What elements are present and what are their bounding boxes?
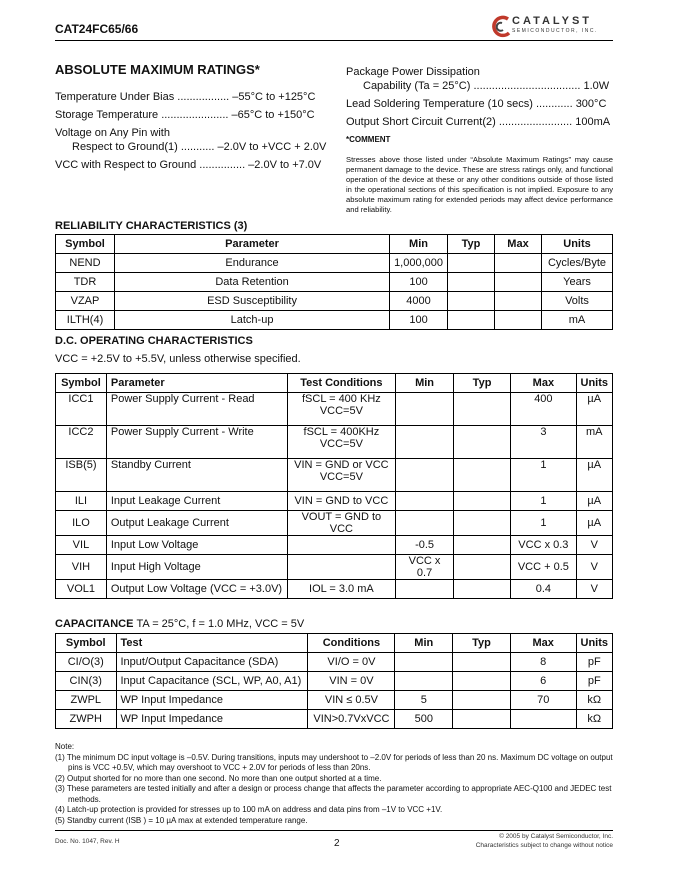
cell-symbol: ZWPH [56, 710, 117, 729]
cell-max: 400 [511, 393, 576, 426]
col-header: Test Conditions [287, 374, 396, 393]
table-row [56, 536, 613, 555]
comment-title: *COMMENT [346, 135, 391, 144]
notes-label: Note: [55, 742, 75, 751]
table-row [56, 426, 613, 459]
document-title: CAT24FC65/66 [55, 22, 139, 36]
cell-typ [448, 254, 495, 273]
table-header-row [56, 235, 613, 254]
catalyst-logo [488, 14, 616, 40]
cell-typ [453, 459, 510, 492]
table-row [56, 672, 613, 691]
table-row [56, 459, 613, 492]
table-row [56, 254, 613, 273]
cell-min: 1,000,000 [390, 254, 448, 273]
cell-test: WP Input Impedance [116, 691, 308, 710]
cell-max: 1 [511, 459, 576, 492]
cell-parameter: Input Leakage Current [106, 492, 287, 511]
table-row [56, 492, 613, 511]
note-1: (1) The minimum DC input voltage is –0.5V. During transitions, inputs may undershoot to –2.0V for periods of less than 20 ns. Maximum DC voltage on output pins is VCC +0.5V, which may overshoot to VCC + 2.0V for periods of less than 20ns. [55, 752, 613, 772]
condition-line: fSCL = 400 KHz [301, 393, 381, 405]
footer-copyright: © 2005 by Catalyst Semiconductor, Inc. [499, 833, 613, 840]
cell-symbol: CI/O(3) [56, 653, 117, 672]
cell-min [396, 492, 454, 511]
note-5: (5) Standby current (ISB ) = 10 µA max at extended temperature range. [55, 815, 308, 825]
rating-temp-bias: Temperature Under Bias ................. –55°C to +125°C [55, 91, 316, 103]
cell-min [396, 580, 454, 599]
cell-parameter: Endurance [115, 254, 390, 273]
cell-typ [453, 653, 511, 672]
cell-parameter: ESD Susceptibility [115, 292, 390, 311]
table-row [56, 311, 613, 330]
cell-units: µA [576, 492, 613, 511]
cell-symbol: ICC2 [56, 426, 107, 459]
cell-typ [453, 691, 511, 710]
table-row [56, 710, 613, 729]
table-row [56, 273, 613, 292]
footer-doc-number: Doc. No. 1047, Rev. H [55, 838, 120, 845]
col-header: Max [511, 374, 576, 393]
condition-line: fSCL = 400KHz [303, 426, 380, 438]
table-row [56, 653, 613, 672]
cell-test: Input Capacitance (SCL, WP, A0, A1) [116, 672, 308, 691]
col-header: Units [576, 374, 613, 393]
col-header: Min [390, 235, 448, 254]
cell-typ [448, 273, 495, 292]
col-header: Units [542, 235, 613, 254]
col-header: Max [510, 634, 576, 653]
note-3: (3) These parameters are tested initially and after a design or process change that affects the parameter according to appropriate AEC-Q100 and JEDEC test methods. [55, 784, 612, 804]
cell-max: VCC + 0.5 [511, 555, 576, 580]
rating-voltage-pin-cont: Respect to Ground(1) ........... –2.0V to +VCC + 2.0V [72, 141, 327, 153]
table-row [56, 555, 613, 580]
cell-units: pF [576, 653, 613, 672]
condition-line: VCC=5V [319, 471, 363, 483]
cell-units: µA [576, 393, 613, 426]
cell-test-conditions [287, 536, 396, 555]
cell-units: µA [576, 511, 613, 536]
cell-typ [453, 580, 510, 599]
cell-symbol: ICC1 [56, 393, 107, 426]
note-4: (4) Latch-up protection is provided for stresses up to 100 mA on address and data pins from –1V to VCC +1V. [55, 805, 443, 814]
cell-max: 6 [510, 672, 576, 691]
logo-name: CATALYST [512, 15, 593, 27]
cell-test-conditions: VIN = GND to VCC [287, 492, 396, 511]
cell-min: 4000 [390, 292, 448, 311]
table-row [56, 691, 613, 710]
table-row [56, 580, 613, 599]
cell-test: Input/Output Capacitance (SDA) [116, 653, 308, 672]
cell-symbol: ILO [56, 511, 107, 536]
reliability-table [55, 234, 613, 330]
cell-min: VCC x 0.7 [396, 555, 454, 580]
dc-title: D.C. OPERATING CHARACTERISTICS [55, 335, 253, 347]
capacitance-title [55, 618, 304, 630]
cell-test-conditions [287, 393, 396, 426]
col-header: Typ [453, 634, 511, 653]
cell-typ [453, 511, 510, 536]
rating-power-capability: Capability (Ta = 25°C) ................................... 1.0W [363, 80, 610, 92]
col-header: Typ [448, 235, 495, 254]
cell-parameter: Latch-up [115, 311, 390, 330]
cell-test-conditions [287, 459, 396, 492]
cell-typ [453, 672, 511, 691]
col-header: Parameter [115, 235, 390, 254]
cell-max: 1 [511, 492, 576, 511]
cell-conditions: VIN ≤ 0.5V [308, 691, 395, 710]
cell-symbol: ILI [56, 492, 107, 511]
abs-max-title: ABSOLUTE MAXIMUM RATINGS* [55, 62, 260, 77]
catalyst-logo-icon [488, 14, 512, 40]
cell-min [396, 393, 454, 426]
cell-test-conditions [287, 426, 396, 459]
table-header-row [56, 634, 613, 653]
cell-symbol: ZWPL [56, 691, 117, 710]
cell-units: V [576, 580, 613, 599]
col-header: Min [396, 374, 454, 393]
comment-text: Stresses above those listed under “Absolute Maximum Ratings” may cause permanent damage to the device. These are stress ratings only, and functional operation of the device at these or any other conditions outside of those listed in the operational sections of this specification is not implied. Exposure to any absolute maximum rating for extended periods may affect device performance and reliability. [346, 155, 613, 214]
capacitance-table [55, 633, 613, 729]
cell-parameter: Input High Voltage [106, 555, 287, 580]
cell-max: 70 [510, 691, 576, 710]
cell-max [495, 311, 542, 330]
cell-parameter: Input Low Voltage [106, 536, 287, 555]
cell-min: 100 [390, 311, 448, 330]
cell-typ [453, 492, 510, 511]
cell-min [396, 426, 454, 459]
col-header: Units [576, 634, 613, 653]
cell-parameter: Output Leakage Current [106, 511, 287, 536]
cell-typ [453, 536, 510, 555]
cell-test: WP Input Impedance [116, 710, 308, 729]
condition-line: VCC=5V [319, 438, 363, 450]
cell-symbol: VOL1 [56, 580, 107, 599]
cell-parameter: Standby Current [106, 459, 287, 492]
cell-parameter: Output Low Voltage (VCC = +3.0V) [106, 580, 287, 599]
cell-min [396, 511, 454, 536]
col-header: Symbol [56, 374, 107, 393]
footer-notice: Characteristics subject to change without notice [475, 842, 613, 849]
cell-parameter: Power Supply Current - Read [106, 393, 287, 426]
cell-conditions: VIN>0.7VxVCC [308, 710, 395, 729]
note-2: (2) Output shorted for no more than one second. No more than one output shorted at a time. [55, 773, 382, 783]
cell-units: µA [576, 459, 613, 492]
cell-test-conditions [287, 555, 396, 580]
table-row [56, 511, 613, 536]
cell-conditions: VIN = 0V [308, 672, 395, 691]
header-divider [55, 40, 613, 41]
condition-line: VCC=5V [319, 405, 363, 417]
dc-table [55, 373, 613, 599]
cell-parameter: Power Supply Current - Write [106, 426, 287, 459]
dc-subtitle: VCC = +2.5V to +5.5V, unless otherwise specified. [55, 353, 301, 365]
cell-parameter: Data Retention [115, 273, 390, 292]
cell-max [510, 710, 576, 729]
cell-typ [448, 292, 495, 311]
cell-conditions: VI/O = 0V [308, 653, 395, 672]
table-header-row [56, 374, 613, 393]
cell-test-conditions: VOUT = GND to VCC [287, 511, 396, 536]
rating-voltage-pin: Voltage on Any Pin with [55, 127, 170, 139]
col-header: Symbol [56, 634, 117, 653]
cell-symbol: CIN(3) [56, 672, 117, 691]
cell-typ [453, 393, 510, 426]
table-row [56, 292, 613, 311]
cell-symbol: VZAP [56, 292, 115, 311]
cell-units: kΩ [576, 691, 613, 710]
condition-line: VIN = GND or VCC [294, 459, 389, 471]
capacitance-conditions: TA = 25°C, f = 1.0 MHz, VCC = 5V [136, 618, 305, 630]
cell-min: 100 [390, 273, 448, 292]
cell-symbol: ISB(5) [56, 459, 107, 492]
col-header: Symbol [56, 235, 115, 254]
cell-units: Cycles/Byte [542, 254, 613, 273]
cell-min: 500 [395, 710, 453, 729]
rating-vcc-ground: VCC with Respect to Ground ............... –2.0V to +7.0V [55, 159, 322, 171]
notes [55, 742, 615, 826]
rating-power-dissipation: Package Power Dissipation [346, 66, 480, 78]
reliability-title: RELIABILITY CHARACTERISTICS (3) [55, 220, 248, 232]
cell-units: Volts [542, 292, 613, 311]
col-header: Typ [453, 374, 510, 393]
col-header: Conditions [308, 634, 395, 653]
col-header: Parameter [106, 374, 287, 393]
rating-lead-soldering: Lead Soldering Temperature (10 secs) ............ 300°C [346, 98, 607, 110]
col-header: Test [116, 634, 308, 653]
cell-max [495, 254, 542, 273]
cell-test-conditions: IOL = 3.0 mA [287, 580, 396, 599]
cell-max: 0.4 [511, 580, 576, 599]
cell-max: 8 [510, 653, 576, 672]
cell-units: Years [542, 273, 613, 292]
cell-min: -0.5 [396, 536, 454, 555]
cell-units: V [576, 536, 613, 555]
cell-min [395, 653, 453, 672]
cell-units: kΩ [576, 710, 613, 729]
cell-symbol: NEND [56, 254, 115, 273]
cell-min: 5 [395, 691, 453, 710]
cell-units: mA [542, 311, 613, 330]
cell-min [396, 459, 454, 492]
footer-divider [55, 830, 613, 831]
cell-symbol: ILTH(4) [56, 311, 115, 330]
logo-subtitle: SEMICONDUCTOR, INC. [512, 28, 598, 34]
cell-max: 1 [511, 511, 576, 536]
cell-symbol: VIH [56, 555, 107, 580]
cell-max [495, 273, 542, 292]
cell-max: VCC x 0.3 [511, 536, 576, 555]
capacitance-label: CAPACITANCE [55, 618, 134, 630]
rating-short-circuit: Output Short Circuit Current(2) ........................ 100mA [346, 116, 611, 128]
cell-units: mA [576, 426, 613, 459]
cell-max: 3 [511, 426, 576, 459]
cell-typ [453, 710, 511, 729]
col-header: Min [395, 634, 453, 653]
cell-symbol: VIL [56, 536, 107, 555]
table-row [56, 393, 613, 426]
cell-max [495, 292, 542, 311]
rating-storage-temp: Storage Temperature ...................... –65°C to +150°C [55, 109, 315, 121]
footer-page-number: 2 [334, 838, 340, 849]
cell-typ [453, 555, 510, 580]
cell-min [395, 672, 453, 691]
cell-symbol: TDR [56, 273, 115, 292]
cell-typ [448, 311, 495, 330]
cell-typ [453, 426, 510, 459]
cell-units: V [576, 555, 613, 580]
cell-units: pF [576, 672, 613, 691]
col-header: Max [495, 235, 542, 254]
